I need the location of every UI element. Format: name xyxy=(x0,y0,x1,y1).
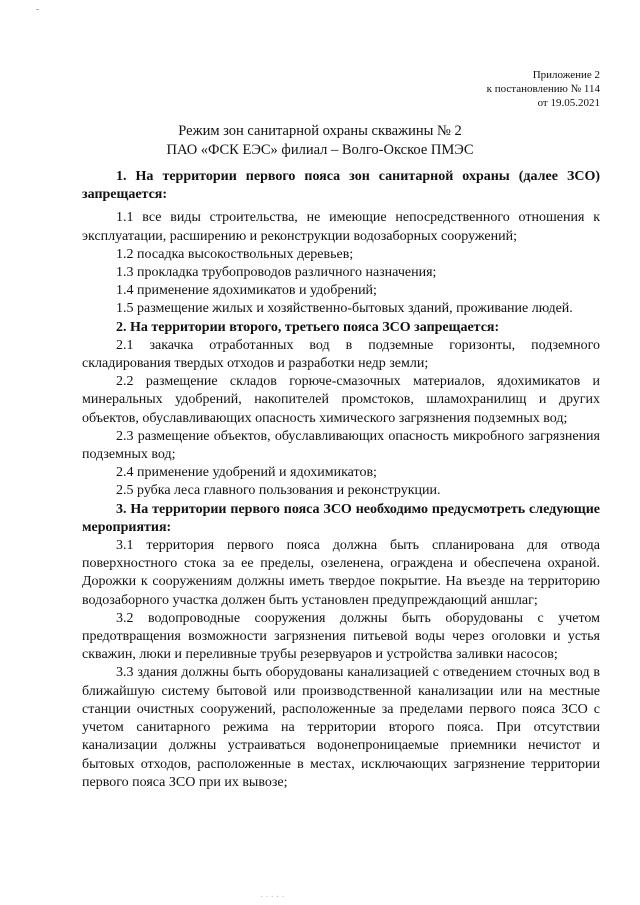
list-item: 3.3 здания должны быть оборудованы канализацией с отведением сточных вод в ближайшую систему бытовой или производственной канализации или на местные станции очистных сооружений, расположенные за пределами первого пояса ЗСО с учетом санитарного режима на территории второго пояса. При отсутствии канализации должны устраиваться водонепроницаемые приемники нечистот и бытовых отходов, расположенные в местах, исключающих загрязнение территории первого пояса ЗСО при их вывозе; xyxy=(82,665,600,790)
document-title xyxy=(0,122,640,160)
list-item: 2.1 закачка отработанных вод в подземные горизонты, подземного складирования твердых отходов и разработки недр земли; xyxy=(82,337,600,372)
section-2-heading: 2. На территории второго, третьего пояса ЗСО запрещается: xyxy=(116,319,500,335)
list-item: 3.1 территория первого пояса должна быть спланирована для отвода поверхностного стока за ее пределы, озеленена, ограждена и обеспечена охраной. Дорожки к сооружениям должны иметь твердое покрытие. На въезде на территорию водозаборного участка должен быть установлен предупреждающий аншлаг; xyxy=(82,538,600,608)
corner-mark: - xyxy=(36,4,40,15)
scan-artifact: ····· xyxy=(260,892,287,903)
list-item: 2.3 размещение объектов, обуславливающих опасность микробного загрязнения подземных вод; xyxy=(82,428,600,463)
section-1-heading: 1. На территории первого пояса зон санитарной охраны (далее ЗСО) запрещается: xyxy=(82,169,600,203)
section-3-heading: 3. На территории первого пояса ЗСО необходимо предусмотреть следующие мероприятия: xyxy=(82,501,600,535)
appendix-date: от 19.05.2021 xyxy=(537,97,600,109)
appendix-resolution: к постановлению № 114 xyxy=(486,83,600,95)
list-item: 2.5 рубка леса главного пользования и реконструкции. xyxy=(116,483,441,499)
list-item: 1.3 прокладка трубопроводов различного назначения; xyxy=(116,265,437,281)
list-item: 1.5 размещение жилых и хозяйственно-бытовых зданий, проживание людей. xyxy=(116,301,573,317)
list-item: 1.1 все виды строительства, не имеющие непосредственного отношения к эксплуатации, расширению и реконструкции водозаборных сооружений; xyxy=(82,210,600,244)
list-item: 3.2 водопроводные сооружения должны быть оборудованы с учетом предотвращения возможности загрязнения питьевой воды через оголовки и устья скважин, люки и переливные трубы резервуаров и устройства заливки насосов; xyxy=(82,610,600,663)
list-item: 1.2 посадка высокоствольных деревьев; xyxy=(116,246,354,262)
title-line-2: ПАО «ФСК ЕЭС» филиал – Волго-Окское ПМЭС xyxy=(166,142,474,158)
document-body xyxy=(82,168,600,792)
title-line-1: Режим зон санитарной охраны скважины № 2 xyxy=(178,123,462,139)
list-item: 2.2 размещение складов горюче-смазочных материалов, ядохимикатов и минеральных удобрений, накопителей промстоков, шламохранилищ и других объектов, обуславливающих опасность химического загрязнения подземных вод; xyxy=(82,374,600,426)
appendix-label: Приложение 2 xyxy=(532,69,600,81)
list-item: 2.4 применение удобрений и ядохимикатов; xyxy=(116,465,377,481)
list-item: 1.4 применение ядохимикатов и удобрений; xyxy=(116,283,377,299)
appendix-header xyxy=(487,68,600,110)
